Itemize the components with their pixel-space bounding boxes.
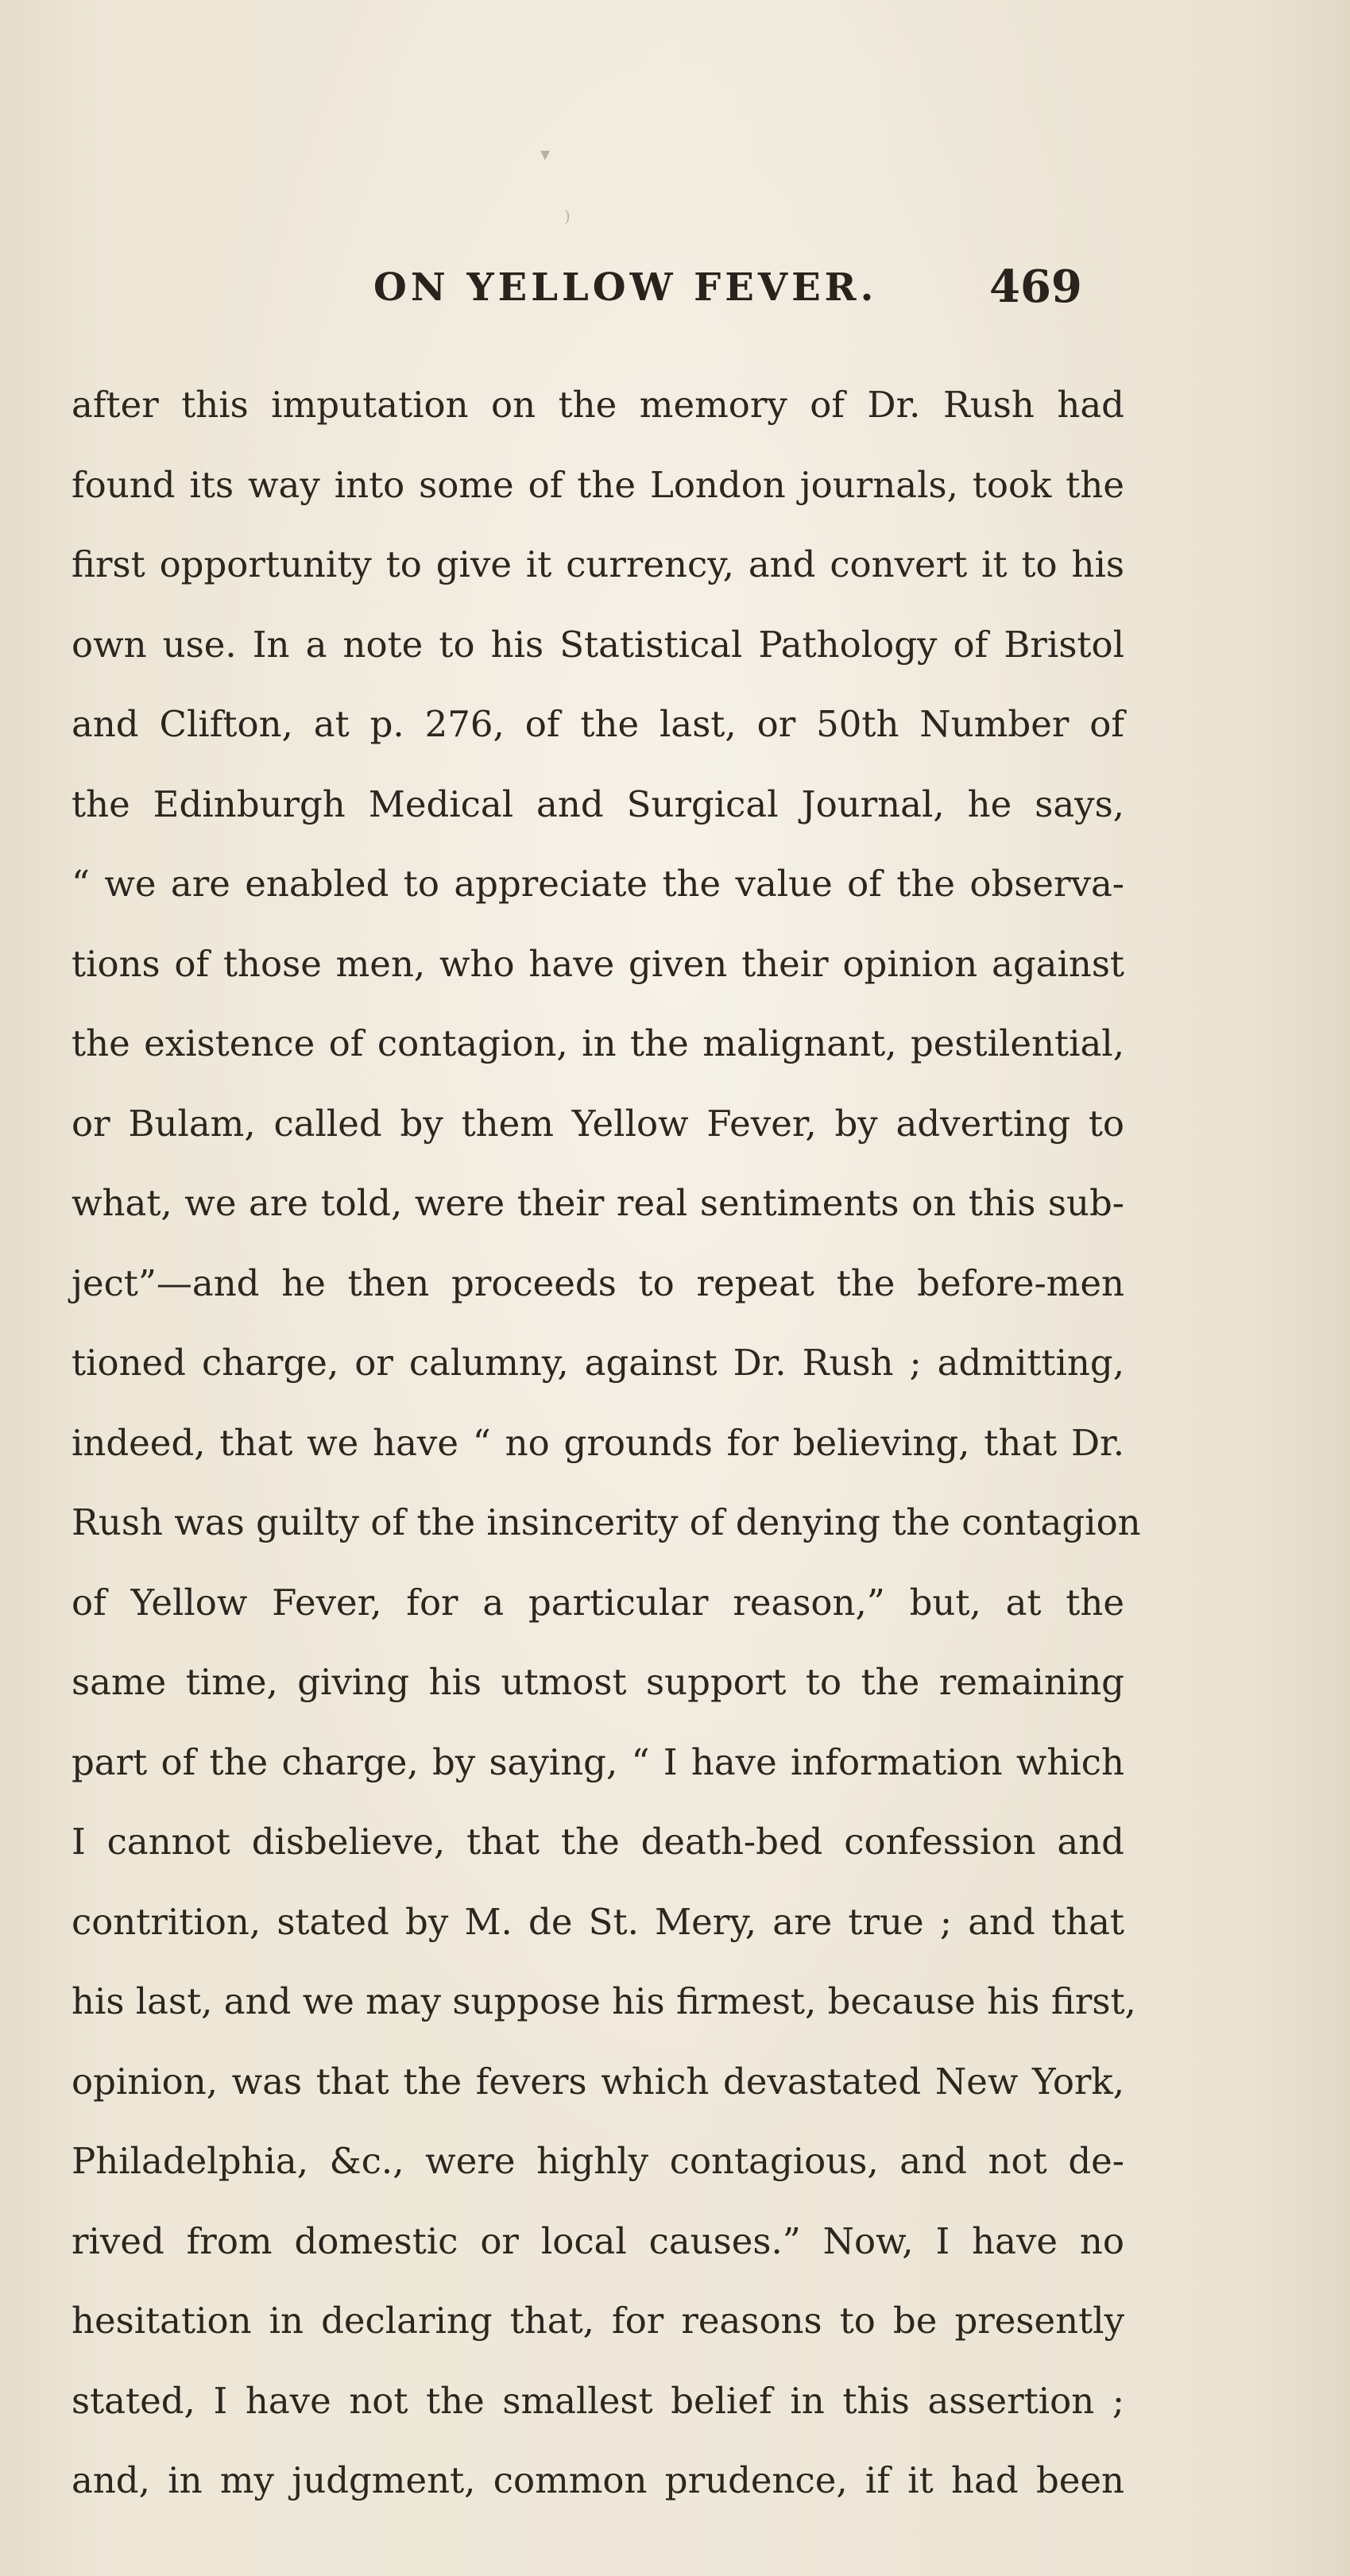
text-line: contrition, stated by M. de St. Mery, are true ; and that xyxy=(72,1900,1124,1943)
text-line: found its way into some of the London journals, took the xyxy=(72,463,1124,506)
text-line: his last, and we may suppose his firmest, because his first, xyxy=(72,1980,1136,2022)
page-number: 469 xyxy=(989,261,1082,313)
paper-speck-mark: ) xyxy=(564,207,571,226)
body-text xyxy=(72,365,1141,2521)
text-line: what, we are told, were their real sentiments on this sub- xyxy=(72,1182,1124,1224)
text-line: hesitation in declaring that, for reasons to be presently xyxy=(72,2300,1124,2342)
text-line: part of the charge, by saying, “ I have information which xyxy=(72,1740,1124,1783)
text-line: first opportunity to give it currency, and convert it to his xyxy=(72,543,1124,585)
text-line: “ we are enabled to appreciate the value of the observa- xyxy=(72,863,1124,905)
text-line: Philadelphia, &c., were highly contagious, and not de- xyxy=(72,2140,1124,2182)
page-header xyxy=(0,254,1350,326)
running-title: ON YELLOW FEVER. xyxy=(373,265,878,310)
text-line: tioned charge, or calumny, against Dr. Rush ; admitting, xyxy=(72,1342,1124,1384)
text-line: after this imputation on the memory of Dr. Rush had xyxy=(72,384,1124,426)
text-line: same time, giving his utmost support to the remaining xyxy=(72,1661,1124,1703)
paper-speck-mark: ▾ xyxy=(540,143,551,165)
text-line: own use. In a note to his Statistical Pathology of Bristol xyxy=(72,623,1124,666)
text-line: of Yellow Fever, for a particular reason,” but, at the xyxy=(72,1581,1124,1624)
text-line: the existence of contagion, in the malignant, pestilential, xyxy=(72,1022,1124,1064)
text-line: ject”—and he then proceeds to repeat the before-men xyxy=(72,1261,1124,1304)
text-line: opinion, was that the fevers which devastated New York, xyxy=(72,2060,1124,2103)
text-line: or Bulam, called by them Yellow Fever, by adverting to xyxy=(72,1102,1124,1145)
text-line: Rush was guilty of the insincerity of denying the contagion xyxy=(72,1501,1141,1543)
text-line: and, in my judgment, common prudence, if it had been xyxy=(72,2459,1124,2501)
text-line: I cannot disbelieve, that the death-bed confession and xyxy=(72,1821,1124,1863)
text-line: and Clifton, at p. 276, of the last, or 50th Number of xyxy=(72,703,1124,745)
text-line: stated, I have not the smallest belief in this assertion ; xyxy=(72,2379,1124,2422)
text-line: the Edinburgh Medical and Surgical Journal, he says, xyxy=(72,782,1124,825)
text-line: tions of those men, who have given their opinion against xyxy=(72,942,1124,985)
text-line: rived from domestic or local causes.” Now, I have no xyxy=(72,2219,1124,2262)
text-line: indeed, that we have “ no grounds for believing, that Dr. xyxy=(72,1421,1124,1464)
